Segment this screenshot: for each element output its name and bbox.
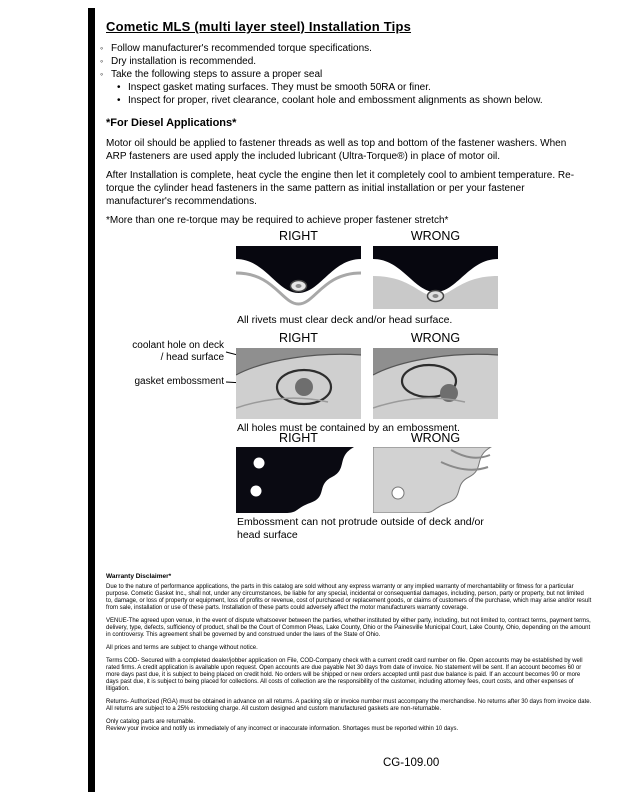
tip-sub-item: [100, 81, 580, 94]
tip-text: Dry installation is recommended.: [111, 56, 257, 67]
rivet-clear-right-illustration: [236, 246, 361, 309]
page-title: Cometic MLS (multi layer steel) Installation Tips: [106, 19, 412, 34]
row2-wrong-diagram: [373, 348, 498, 419]
diesel-paragraph-2: After Installation is complete, heat cycle the engine then let it completely cool to ambient temperature. Re-torque the cylinder head fasteners in the same pattern as initial installation or per your fastener manufacturer's recommendations.: [106, 170, 575, 207]
row3-caption: Embossment can not protrude outside of deck and/or head surface: [237, 516, 484, 541]
row1-wrong-label: WRONG: [410, 229, 461, 243]
tip-text: Inspect gasket mating surfaces. They must be smooth 50RA or finer.: [128, 82, 431, 93]
warranty-paragraph: Only catalog parts are returnable.: [106, 719, 196, 725]
tip-item: [100, 42, 580, 55]
row1-caption: All rivets must clear deck and/or head surface.: [237, 314, 453, 326]
row3-right-label: RIGHT: [279, 431, 318, 445]
row2-caption: All holes must be contained by an embossment.: [237, 422, 460, 434]
tip-sub-item: [100, 94, 580, 107]
warranty-paragraph: Due to the nature of performance applications, the parts in this catalog are sold without any express warranty or any implied warranty of merchantability or fitness for a particular purpose. Cometic Gasket Inc., shall not, under any circumstances, be liable for any special, incidental or consequential damages, including, person, party or property, but not limited to, damage, or loss of property or equipment, loss of profits or revenue, cost of purchased or replacement goods, or claims of customers of the purchase, which may arise and/or result from sale, installation or use of these parts. Installation of these parts could adversely affect the motor manufacturers warranty coverage.: [106, 584, 592, 611]
warranty-paragraph: Returns- Authorized (RGA) must be obtained in advance on all returns. A packing slip or invoice number must accompany the merchandise. No returns after 30 days from invoice date. All returns are subject to a 25% restocking charge. All custom designed and custom manufactured gaskets are non-returnable.: [106, 699, 592, 712]
row2-wrong-label: WRONG: [410, 331, 461, 345]
row2-right-label: RIGHT: [279, 331, 318, 345]
bullet-marker: •: [117, 95, 121, 106]
row2-right-diagram: [236, 348, 361, 419]
page-code: CG-109.00: [383, 757, 440, 769]
warranty-disclaimer-section: [106, 573, 592, 739]
row3-wrong-diagram: [373, 447, 498, 513]
diesel-paragraph-1: Motor oil should be applied to fastener threads as well as top and bottom of the fastener washers. When ARP fasteners are used apply the included lubricant (Ultra-Torque®) in place of motor oil.: [106, 138, 567, 162]
retorque-note: *More than one re-torque may be required to achieve proper fastener stretch*: [106, 215, 449, 226]
warranty-heading: Warranty Disclaimer*: [106, 573, 172, 580]
row3-right-diagram: [236, 447, 361, 513]
warranty-paragraph: All prices and terms are subject to change without notice.: [106, 645, 258, 651]
embossment-contained-wrong-illustration: [373, 348, 498, 419]
bullet-marker: •: [117, 82, 121, 93]
bullet-marker: ◦: [100, 69, 104, 79]
embossment-contained-right-illustration: [236, 348, 361, 419]
tip-text: Inspect for proper, rivet clearance, coolant hole and embossment alignments as shown below.: [128, 95, 543, 106]
bullet-marker: ◦: [100, 43, 104, 53]
left-border-rule: [88, 8, 95, 792]
row1-wrong-diagram: [373, 246, 498, 309]
warranty-paragraph: Terms COD- Secured with a completed dealer/jobber application on File, COD-Company check with a current credit card number on file. Open accounts may be established by well rated firms. A credit application is available upon request. Open accounts are due payable Net 30 days from date of invoice. No statement will be sent. If an account becomes 60 or more days past due, it is subject to being placed on credit hold. No orders will be shipped or new orders accepted until past due balance is paid. If an account becomes 90 or more days past due, it is subject to being placed for collections. All costs of collection are the responsibility of the customer, including attorney fees, court costs, and other expenses of litigation.: [106, 658, 583, 692]
embossment-edge-right-illustration: [236, 447, 361, 513]
tip-text: Take the following steps to assure a proper seal: [111, 69, 323, 80]
tip-text: Follow manufacturer's recommended torque specifications.: [111, 43, 372, 54]
tip-item: [100, 55, 580, 68]
bullet-marker: ◦: [100, 56, 104, 66]
warranty-paragraph: VENUE-The agreed upon venue, in the event of dispute whatsoever between the parties, whether instituted by either party, including, but not limited to, contract terms, payment terms, delivery, type, defects, sufficiency of product, shall be the Court of Common Pleas, Lake County, Ohio or the Painesville Municipal Court, Lake County, Ohio, depending on the amount in controversy. This agreement shall be governed by and construed under the laws of the State of Ohio.: [106, 618, 591, 638]
row1-right-label: RIGHT: [279, 229, 318, 243]
warranty-paragraph: Review your invoice and notify us immediately of any incorrect or inaccurate information. Shortages must be reported within 10 days.: [106, 726, 459, 732]
gasket-embossment-callout: gasket embossment: [134, 376, 224, 387]
installation-tips-list: [100, 42, 580, 107]
row1-right-diagram: [236, 246, 361, 309]
rivet-clear-wrong-illustration: [373, 246, 498, 309]
tip-item: [100, 68, 580, 81]
row3-wrong-label: WRONG: [410, 431, 461, 445]
embossment-edge-wrong-illustration: [373, 447, 498, 513]
diesel-applications-section: [106, 117, 580, 227]
coolant-hole-callout: coolant hole on deck / head surface: [132, 340, 224, 363]
diesel-heading: *For Diesel Applications*: [106, 117, 237, 129]
